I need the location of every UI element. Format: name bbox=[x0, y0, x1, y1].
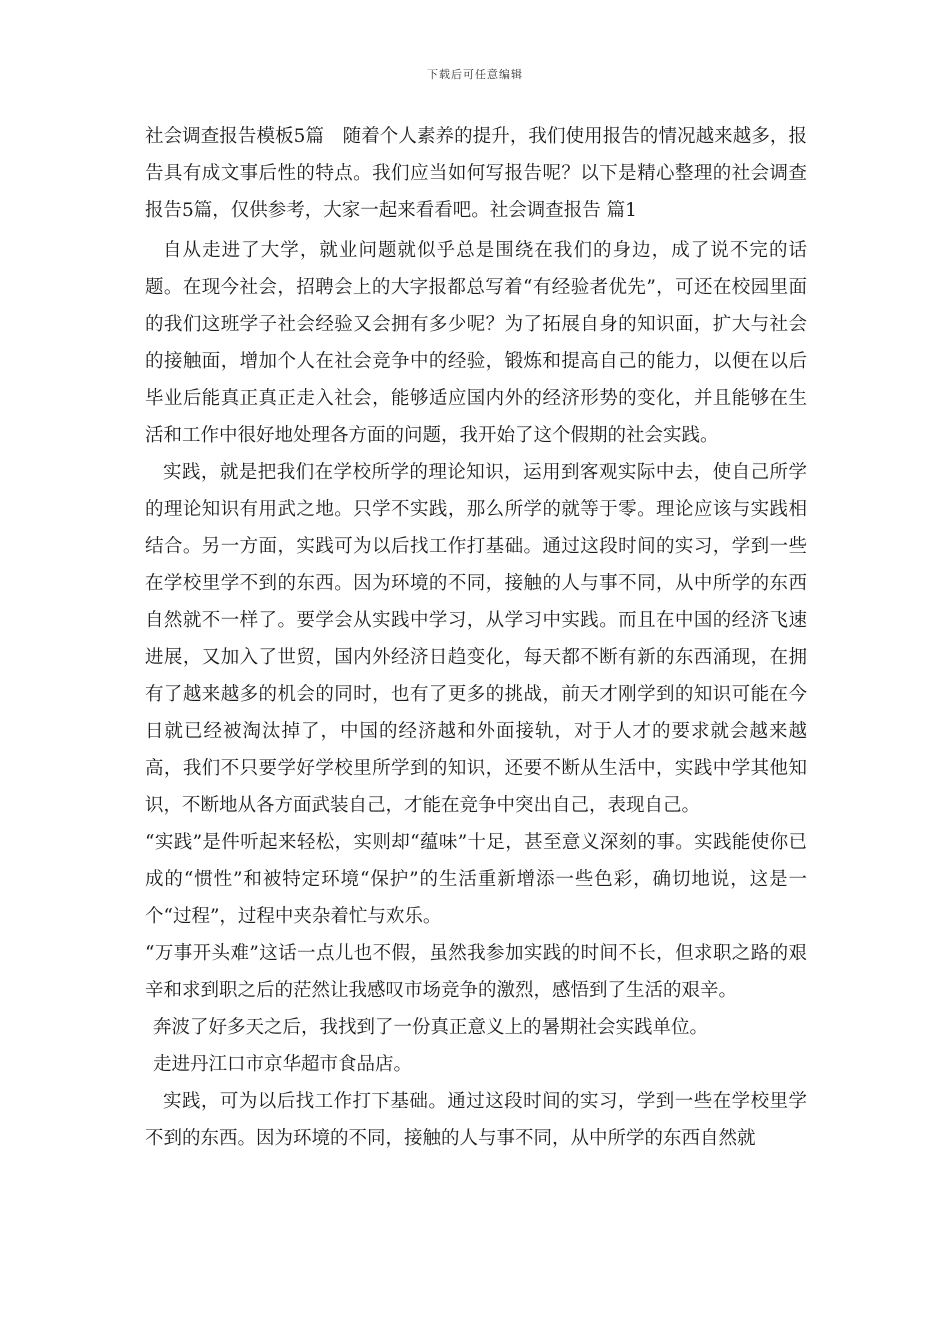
page-header: 下载后可任意编辑 bbox=[427, 68, 523, 81]
intro-paragraph: 社会调查报告模板5篇 随着个人素养的提升，我们使用报告的情况越来越多，报告具有成文事后性的特点。我们应当如何写报告呢？以下是精心整理的社会调查报告5篇，仅供参考，大家一起来看看吧。社会调查报告 篇1 bbox=[145, 126, 807, 221]
body-paragraph-4: “万事开头难”这话一点儿也不假，虽然我参加实践的时间不长，但求职之路的艰辛和求到职之后的茫然让我感叹市场竞争的激烈，感悟到了生活的艰辛。 bbox=[145, 943, 807, 1001]
body-paragraph-5: 奔波了好多天之后，我找到了一份真正意义上的暑期社会实践单位。 bbox=[153, 1017, 709, 1038]
body-paragraph-3: “实践”是件听起来轻松，实则却“蕴味”十足，甚至意义深刻的事。实践能使你已成的“惯性”和被特定环境“保护”的生活重新增添一些色彩，确切地说，这是一个“过程”，过程中夹杂着忙与欢乐。 bbox=[145, 832, 807, 927]
body-paragraph-1: 自从走进了大学，就业问题就似乎总是围绕在我们的身边，成了说不完的话题。在现今社会，招聘会上的大字报都总写着“有经验者优先”，可还在校园里面的我们这班学子社会经验又会拥有多少呢？为了拓展自身的知识面，扩大与社会的接触面，增加个人在社会竞争中的经验，锻炼和提高自己的能力，以便在以后毕业后能真正真正走入社会，能够适应国内外的经济形势的变化，并且能够在生活和工作中很好地处理各方面的问题，我开始了这个假期的社会实践。 bbox=[145, 240, 807, 446]
document-body bbox=[145, 118, 807, 1157]
body-paragraph-7: 实践，可为以后找工作打下基础。通过这段时间的实习，学到一些在学校里学不到的东西。因为环境的不同，接触的人与事不同，从中所学的东西自然就 bbox=[145, 1091, 807, 1149]
body-paragraph-6: 走进丹江口市京华超市食品店。 bbox=[153, 1054, 413, 1075]
body-paragraph-2: 实践，就是把我们在学校所学的理论知识，运用到客观实际中去，使自己所学的理论知识有用武之地。只学不实践，那么所学的就等于零。理论应该与实践相结合。另一方面，实践可为以后找工作打基础。通过这段时间的实习，学到一些在学校里学不到的东西。因为环境的不同，接触的人与事不同，从中所学的东西自然就不一样了。要学会从实践中学习，从学习中实践。而且在中国的经济飞速进展，又加入了世贸，国内外经济日趋变化，每天都不断有新的东西涌现，在拥有了越来越多的机会的同时，也有了更多的挑战，前天才刚学到的知识可能在今日就已经被淘汰掉了，中国的经济越和外面接轨，对于人才的要求就会越来越高，我们不只要学好学校里所学到的知识，还要不断从生活中，实践中学其他知识，不断地从各方面武装自己，才能在竞争中突出自己，表现自己。 bbox=[145, 462, 807, 816]
